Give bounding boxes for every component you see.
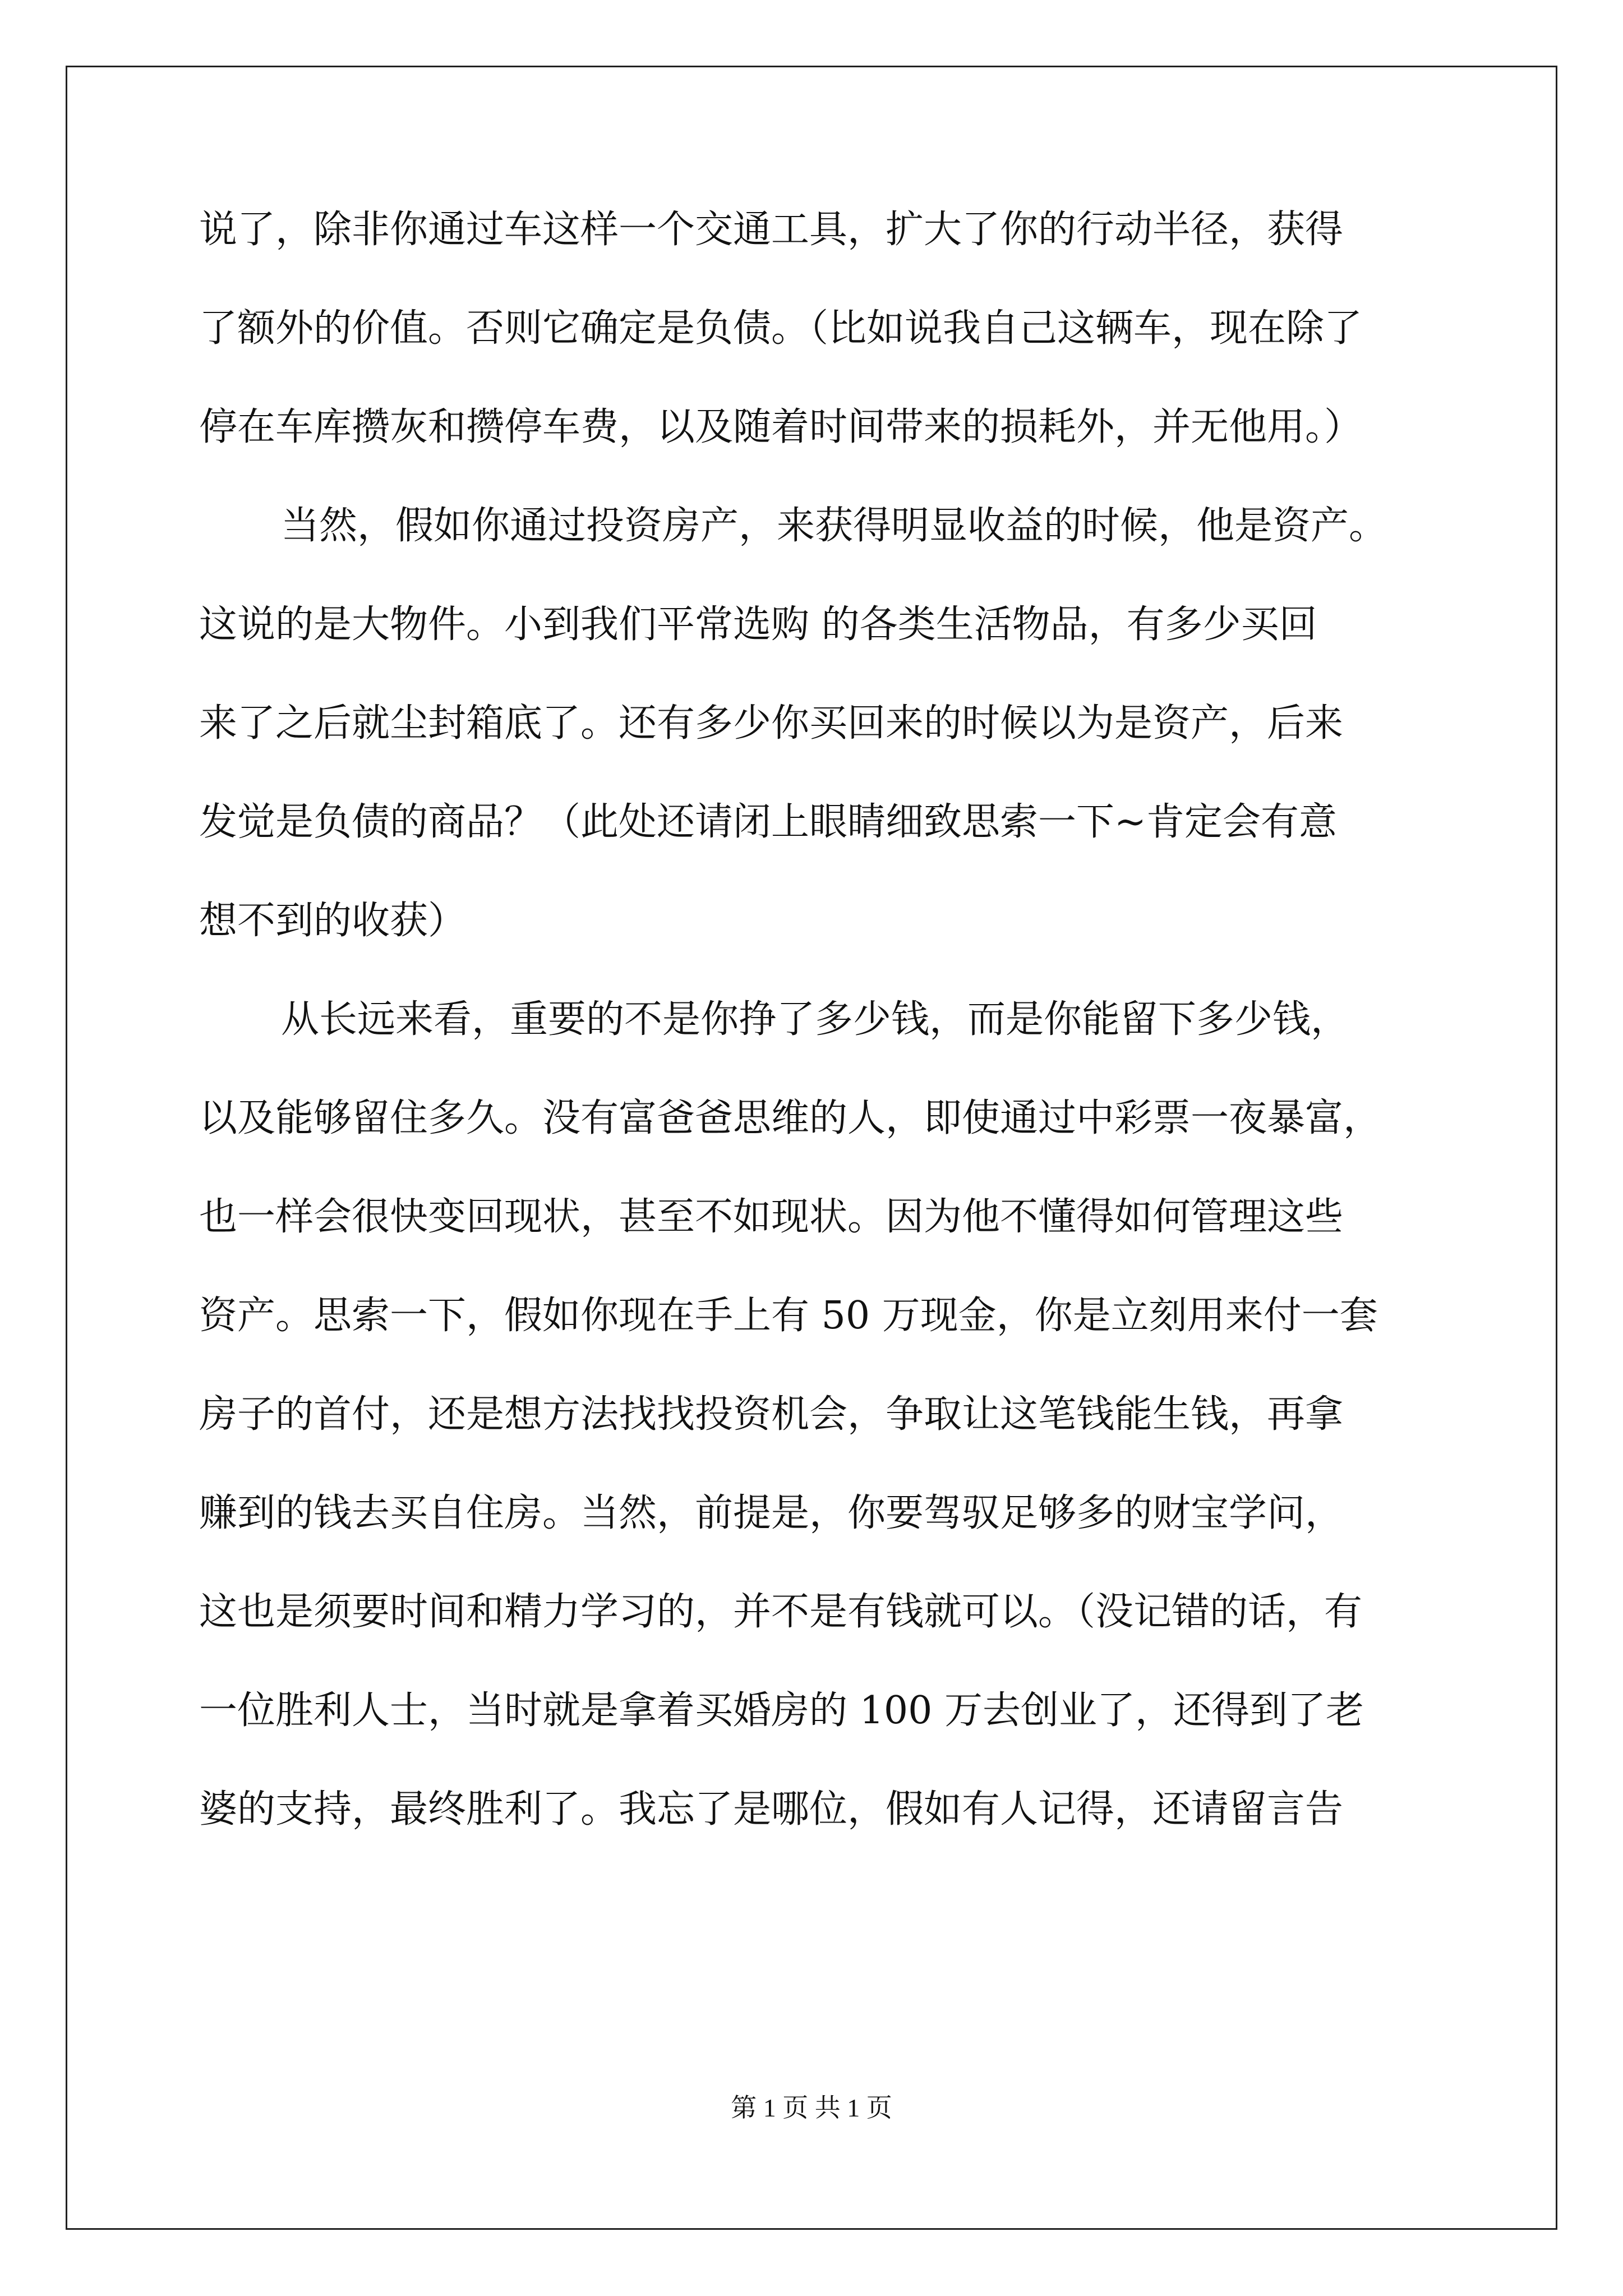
text-line: 赚到的钱去买自住房。当然，前提是，你要驾驭足够多的财宝学问， — [199, 1491, 1344, 1535]
text-line: 这也是须要时间和精力学习的，并不是有钱就可以。（没记错的话，有 — [199, 1590, 1363, 1634]
text-line: 也一样会很快变回现状，甚至不如现状。因为他不懂得如何管理这些 — [199, 1195, 1344, 1239]
text-line: 当然，假如你通过投资房产，来获得明显收益的时候，他是资产。 — [281, 504, 1387, 548]
text-line: 停在车库攒灰和攒停车费，以及随着时间带来的损耗外，并无他用。） — [199, 405, 1363, 449]
text-line: 从长远来看，重要的不是你挣了多少钱，而是你能留下多少钱， — [281, 997, 1349, 1042]
text-line: 想不到的收获） — [199, 899, 467, 943]
text-line: 婆的支持，最终胜利了。我忘了是哪位，假如有人记得，还请留言告 — [199, 1787, 1344, 1832]
text-line: 这说的是大物件。小到我们平常选购 的各类生活物品，有多少买回 — [199, 602, 1317, 647]
page-footer: 第 1 页 共 1 页 — [731, 2093, 892, 2122]
text-line: 发觉是负债的商品？（此处还请闭上眼睛细致思索一下~肯定会有意 — [199, 800, 1337, 844]
text-line: 来了之后就尘封箱底了。还有多少你买回来的时候以为是资产，后来 — [199, 701, 1344, 746]
text-line: 资产。思索一下，假如你现在手上有 50 万现金，你是立刻用来付一套 — [199, 1294, 1378, 1338]
text-line: 以及能够留住多久。没有富爸爸思维的人，即使通过中彩票一夜暴富， — [199, 1096, 1382, 1140]
text-line: 房子的首付，还是想方法找找投资机会，争取让这笔钱能生钱，再拿 — [199, 1392, 1344, 1437]
text-line: 一位胜利人士，当时就是拿着买婚房的 100 万去创业了，还得到了老 — [199, 1688, 1364, 1733]
text-line: 说了，除非你通过车这样一个交通工具，扩大了你的行动半径，获得 — [199, 208, 1344, 252]
text-line: 了额外的价值。否则它确定是负债。（比如说我自己这辆车，现在除了 — [199, 306, 1363, 351]
